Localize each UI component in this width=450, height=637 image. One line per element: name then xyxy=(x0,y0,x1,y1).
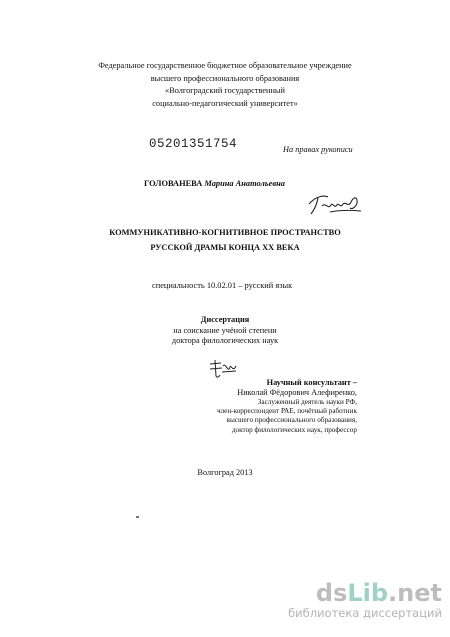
manuscript-note: На правах рукописи xyxy=(283,145,353,154)
watermark-logo xyxy=(288,580,442,606)
consultant-title-3: высшего профессионального образования, xyxy=(226,416,357,425)
watermark-subtitle: библиотека диссертаций xyxy=(288,606,442,620)
watermark xyxy=(288,580,442,620)
watermark-logo-prefix: ds xyxy=(315,579,348,607)
institution-line-2: высшего профессионального образования xyxy=(150,73,300,83)
watermark-logo-highlight: Lib xyxy=(347,579,389,607)
consultant-heading: Научный консультант – xyxy=(266,378,357,387)
document-code: 05201351754 xyxy=(149,137,238,151)
author-surname: ГОЛОВАНЕВА xyxy=(144,179,203,188)
degree-line-1: на соискание учёной степени xyxy=(173,325,277,335)
scan-speck xyxy=(136,516,139,518)
degree-line-2: доктора филологических наук xyxy=(171,336,279,345)
consultant-block xyxy=(217,378,357,435)
institution-line-1: Федеральное государственное бюджетное образовательное учреждение xyxy=(98,61,352,70)
title-line-2: РУССКОЙ ДРАМЫ КОНЦА XX ВЕКА xyxy=(150,243,300,252)
consultant-signature xyxy=(208,358,238,380)
title-line-1: КОММУНИКАТИВНО-КОГНИТИВНОЕ ПРОСТРАНСТВО xyxy=(109,228,341,237)
author-line xyxy=(144,179,285,188)
city-year: Волгоград 2013 xyxy=(197,468,253,477)
degree-block xyxy=(0,315,450,347)
dissertation-title xyxy=(0,225,450,255)
watermark-logo-suffix: .net xyxy=(388,579,442,607)
institution-line-4: социально-педагогический университет» xyxy=(152,98,298,108)
specialty: специальность 10.02.01 – русский язык xyxy=(152,281,293,290)
consultant-title-1: Заслуженный деятель науки РФ, xyxy=(257,398,357,406)
author-name: Марина Анатольевна xyxy=(204,179,285,188)
consultant-name: Николай Фёдорович Алефиренко, xyxy=(237,388,357,397)
consultant-title-2: член-корреспондент РАЕ, почётный работник xyxy=(216,407,357,416)
institution-line-3: «Волгоградский государственный xyxy=(165,86,285,95)
consultant-title-4: доктор филологических наук, профессор xyxy=(231,425,357,434)
author-signature xyxy=(306,192,364,218)
institution-header xyxy=(0,60,450,110)
degree-heading: Диссертация xyxy=(200,315,250,324)
